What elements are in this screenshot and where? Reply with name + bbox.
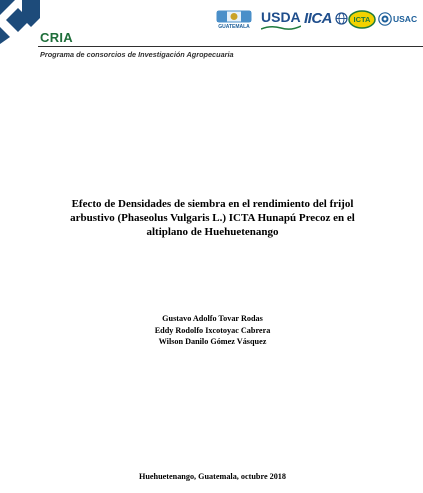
guatemala-emblem-icon [212, 8, 256, 25]
document-title [40, 197, 385, 239]
author-name: Eddy Rodolfo Ixcotoyac Cabrera [154, 325, 271, 335]
icta-label: ICTA [353, 15, 371, 24]
usac-seal-icon [378, 12, 392, 26]
header-divider [38, 46, 423, 47]
usac-logo [378, 9, 423, 31]
title-line: Efecto de Densidades de siembra en el rendimiento del frijol [71, 198, 354, 210]
usda-logo [261, 10, 301, 30]
icta-logo [348, 10, 376, 29]
title-line: altiplano de Huehuetenango [146, 226, 279, 238]
page-header [0, 0, 423, 66]
partner-logos [212, 8, 423, 32]
iica-label: IICA [304, 10, 332, 27]
guatemala-label: GUATEMALA [218, 24, 250, 30]
cria-logo-icon [0, 0, 42, 44]
place-date: Huehuetenango, Guatemala, octubre 2018 [139, 472, 286, 481]
author-name: Wilson Danilo Gómez Vásquez [158, 337, 267, 346]
usda-label: USDA [261, 9, 301, 25]
org-name: CRIA [40, 30, 73, 45]
title-line: arbustivo (Phaseolus Vulgaris L.) ICTA Hunapú Precoz en el [70, 212, 355, 224]
author-list [40, 313, 385, 348]
iica-logo [304, 9, 348, 31]
guatemala-government-logo [212, 8, 256, 32]
usac-label: USAC [393, 14, 418, 24]
org-subtitle: Programa de consorcios de Investigación Agropecuaria [40, 50, 234, 59]
usda-field-icon [261, 25, 301, 30]
author-name: Gustavo Adolfo Tovar Rodas [162, 314, 263, 323]
iica-globe-icon [335, 12, 348, 25]
